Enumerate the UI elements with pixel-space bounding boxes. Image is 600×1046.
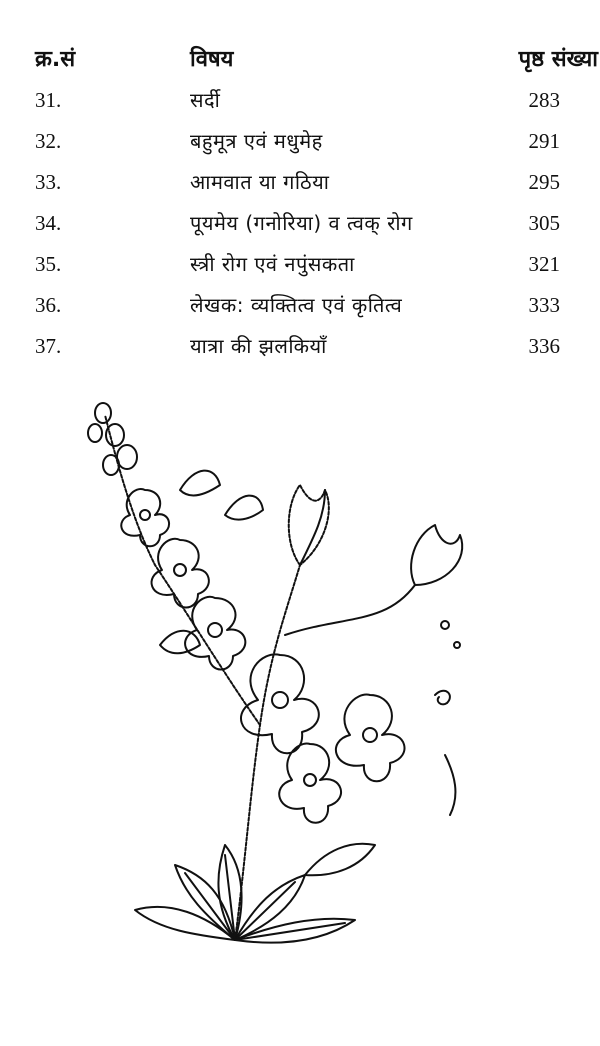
row-number: 34. bbox=[35, 211, 62, 235]
toc-row bbox=[0, 326, 600, 366]
row-number: 37. bbox=[35, 334, 62, 358]
flower-illustration-icon bbox=[85, 395, 485, 955]
header-subject: विषय bbox=[190, 47, 234, 72]
row-subject: स्त्री रोग एवं नपुंसकता bbox=[190, 252, 355, 276]
header-page: पृष्ठ संख्या bbox=[518, 47, 598, 72]
row-subject: पूयमेय (गनोरिया) व त्वक् रोग bbox=[190, 211, 413, 235]
row-subject: लेखक: व्यक्तित्व एवं कृतित्व bbox=[190, 293, 403, 317]
row-number: 31. bbox=[35, 88, 62, 112]
toc-row bbox=[0, 162, 600, 202]
row-page: 336 bbox=[528, 334, 560, 358]
row-page: 283 bbox=[528, 88, 560, 112]
row-number: 32. bbox=[35, 129, 62, 153]
toc-row bbox=[0, 121, 600, 161]
toc-row bbox=[0, 244, 600, 284]
row-subject: बहुमूत्र एवं मधुमेह bbox=[190, 129, 323, 153]
toc-row bbox=[0, 203, 600, 243]
row-subject: सर्दी bbox=[190, 88, 221, 112]
row-subject: आमवात या गठिया bbox=[190, 170, 330, 194]
row-number: 33. bbox=[35, 170, 62, 194]
toc-header bbox=[0, 40, 600, 80]
header-serial: क्र.सं bbox=[35, 47, 76, 72]
toc-row bbox=[0, 80, 600, 120]
row-page: 333 bbox=[528, 293, 560, 317]
row-page: 291 bbox=[528, 129, 560, 153]
toc-row bbox=[0, 285, 600, 325]
row-number: 35. bbox=[35, 252, 62, 276]
row-subject: यात्रा की झलकियाँ bbox=[190, 334, 327, 358]
row-page: 321 bbox=[528, 252, 560, 276]
row-page: 295 bbox=[528, 170, 560, 194]
row-number: 36. bbox=[35, 293, 62, 317]
row-page: 305 bbox=[528, 211, 560, 235]
